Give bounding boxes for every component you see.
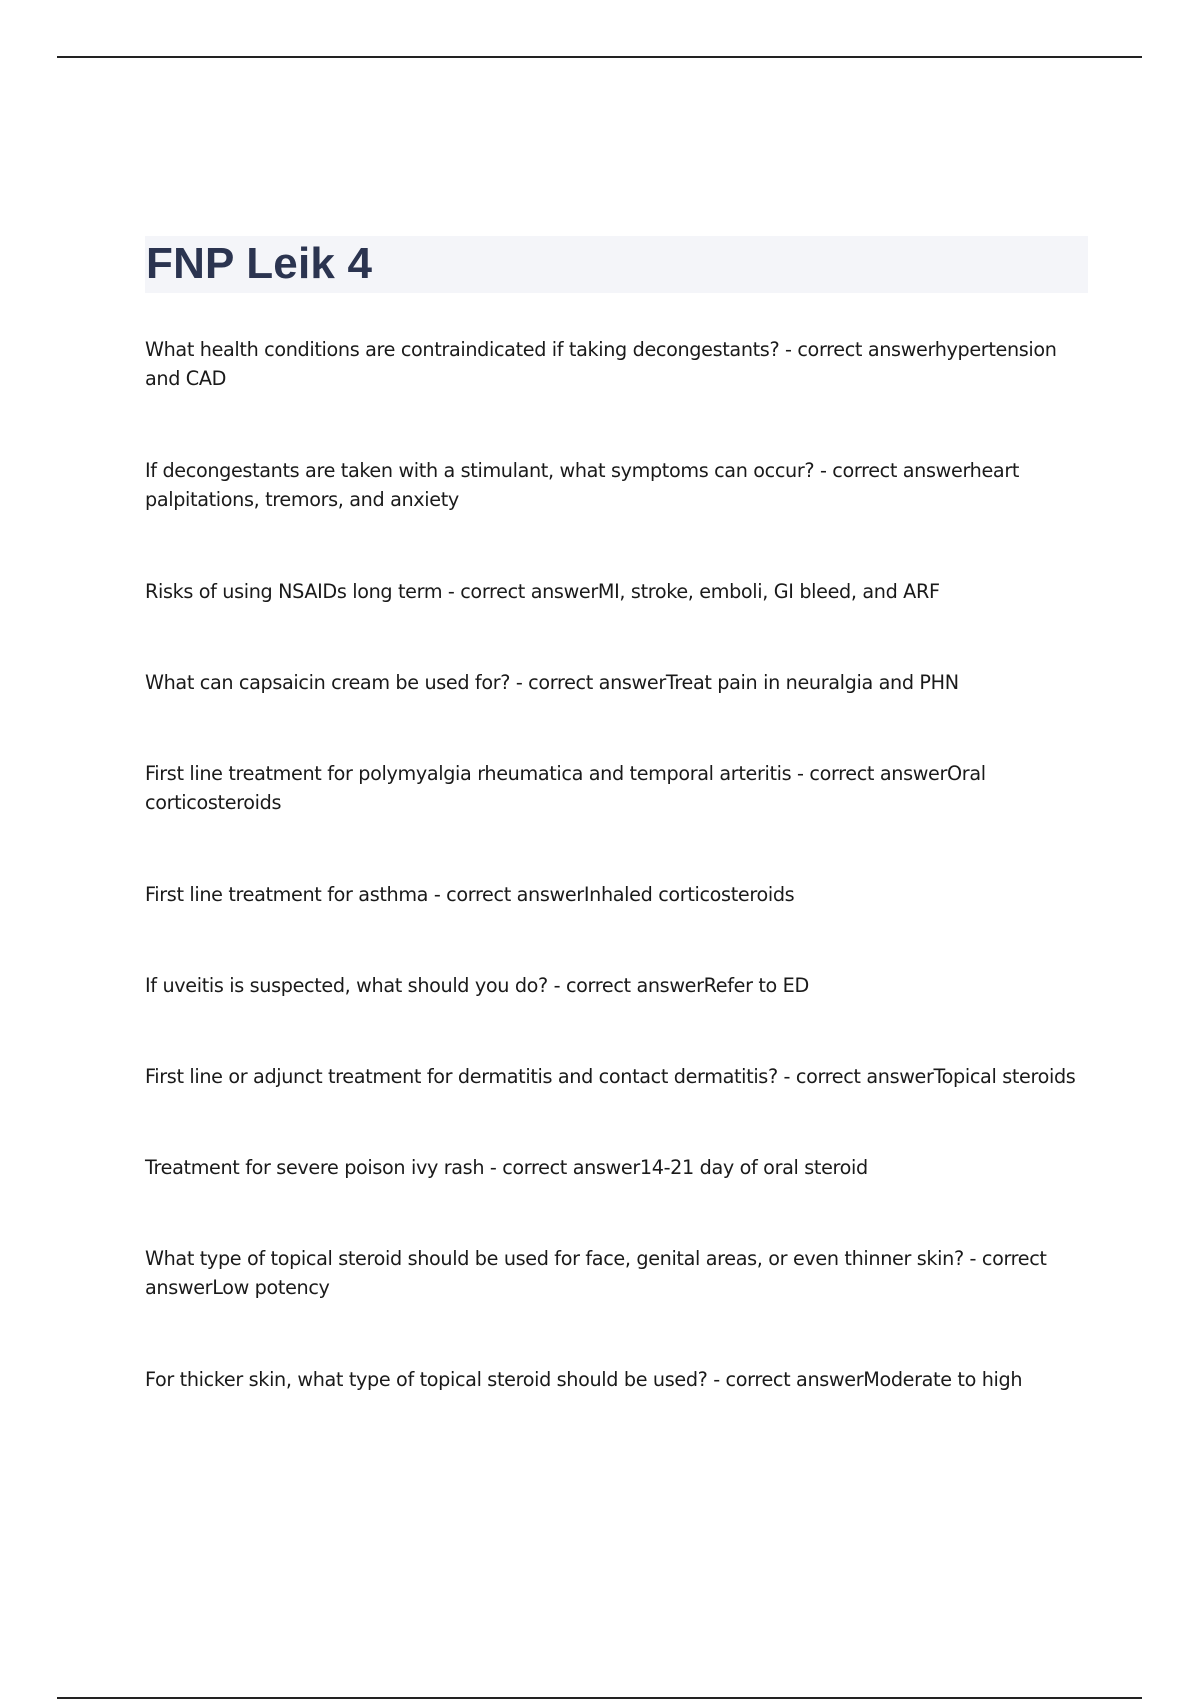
qa-item: First line treatment for polymyalgia rheumatica and temporal arteritis - correct answerOral corticosteroids <box>145 762 986 814</box>
qa-item: First line or adjunct treatment for dermatitis and contact dermatitis? - correct answerTopical steroids <box>145 1065 1076 1088</box>
qa-item: Treatment for severe poison ivy rash - correct answer14-21 day of oral steroid <box>145 1156 868 1179</box>
qa-item: What type of topical steroid should be used for face, genital areas, or even thinner skin? - correct answerLow potency <box>145 1247 1047 1299</box>
qa-item: For thicker skin, what type of topical steroid should be used? - correct answerModerate to high <box>145 1368 1023 1391</box>
qa-item: What can capsaicin cream be used for? - correct answerTreat pain in neuralgia and PHN <box>145 671 959 694</box>
qa-list <box>145 335 1085 1456</box>
header-rule <box>57 56 1142 58</box>
qa-item: If uveitis is suspected, what should you do? - correct answerRefer to ED <box>145 974 809 997</box>
qa-item: If decongestants are taken with a stimulant, what symptoms can occur? - correct answerheart palpitations, tremors, and anxiety <box>145 459 1020 511</box>
qa-item: First line treatment for asthma - correct answerInhaled corticosteroids <box>145 883 795 906</box>
document-title: FNP Leik 4 <box>146 239 373 288</box>
footer-rule <box>57 1697 1142 1699</box>
qa-item: What health conditions are contraindicated if taking decongestants? - correct answerhypertension and CAD <box>145 338 1057 390</box>
qa-item: Risks of using NSAIDs long term - correct answerMI, stroke, emboli, GI bleed, and ARF <box>145 580 940 603</box>
